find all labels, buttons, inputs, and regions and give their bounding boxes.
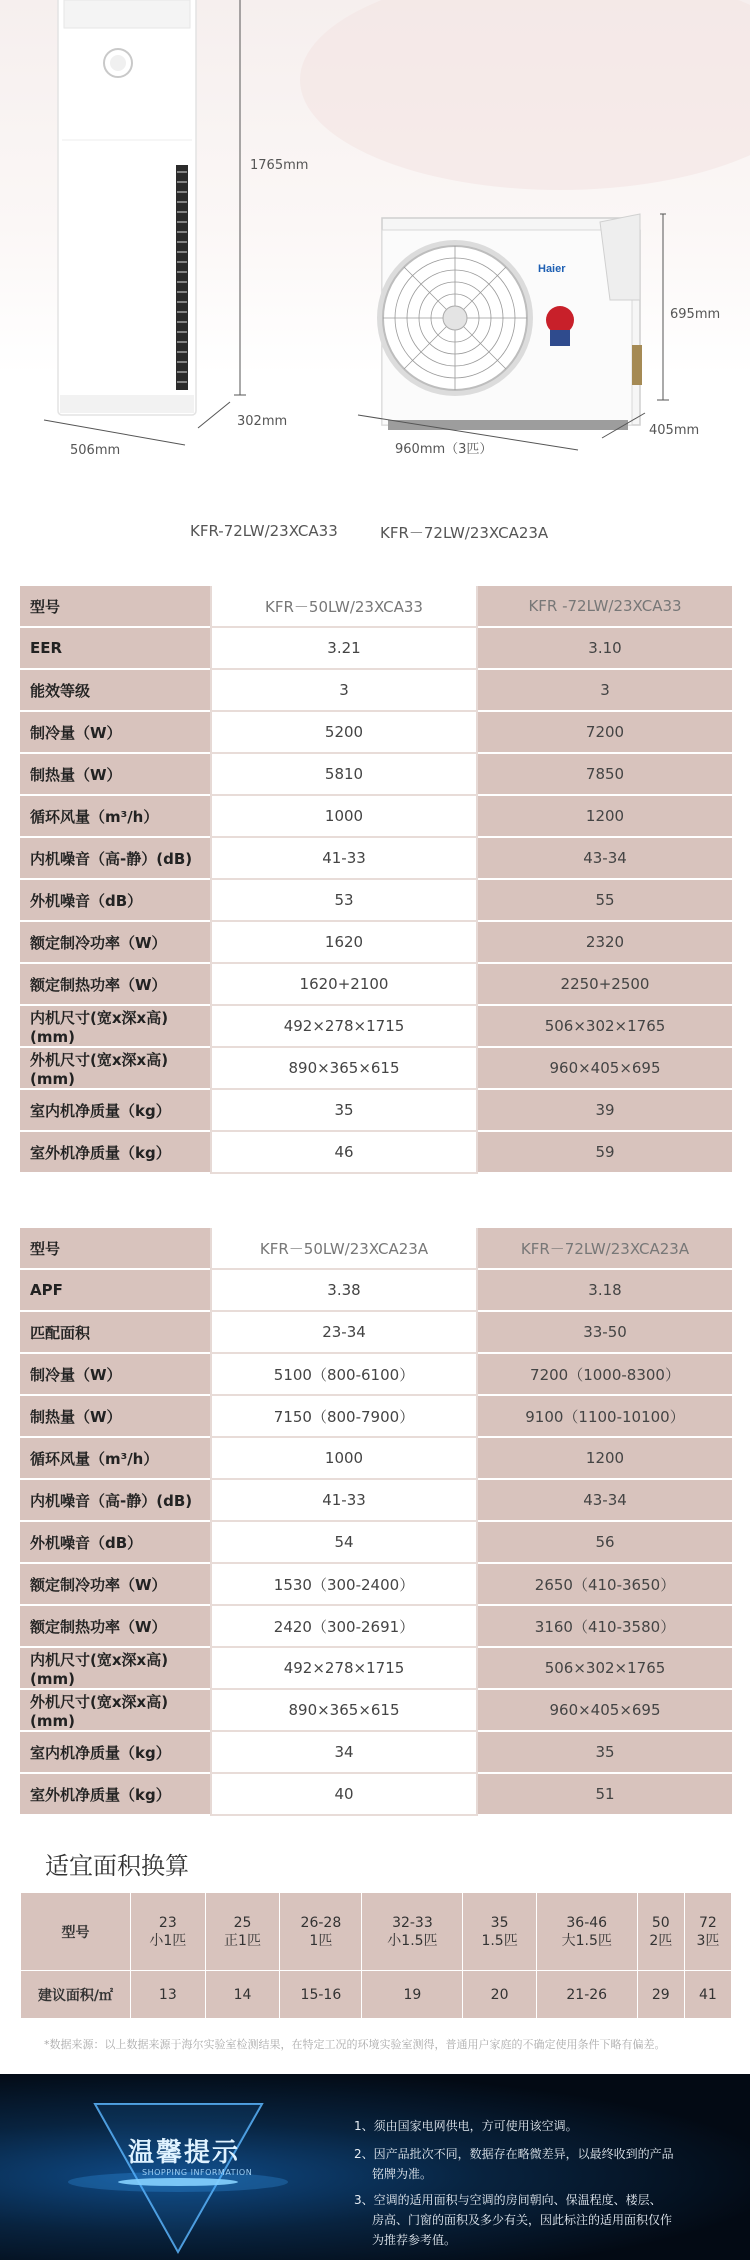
row-value-model-1: 492×278×1715	[210, 1006, 478, 1048]
table-row	[20, 628, 732, 670]
table-row	[20, 712, 732, 754]
table-row	[20, 922, 732, 964]
row-value-model-2: 3.18	[478, 1270, 732, 1312]
area-model-cell	[205, 1893, 280, 1971]
row-label: 额定制冷功率（W）	[20, 1564, 210, 1606]
row-label: 制热量（W）	[20, 754, 210, 796]
row-value-model-1: 3	[210, 670, 478, 712]
row-value-model-2: 7850	[478, 754, 732, 796]
row-value-model-1: 54	[210, 1522, 478, 1564]
unit-size: 23	[158, 1914, 177, 1931]
area-value-cell: 14	[205, 1971, 280, 2019]
row-label: 外机尺寸(宽x深x高)(mm)	[20, 1048, 210, 1090]
row-value-model-1: 492×278×1715	[210, 1648, 478, 1690]
row-label: 外机噪音（dB）	[20, 880, 210, 922]
table-row	[20, 1006, 732, 1048]
spec-table-xca23a	[20, 1228, 732, 1816]
outdoor-width-label: 960mm（3匹）	[395, 442, 493, 457]
area-header-cell: 建议面积/㎡	[21, 1971, 131, 2019]
row-value-model-2: 59	[478, 1132, 732, 1174]
area-value-cell: 29	[637, 1971, 684, 2019]
row-label: 内机噪音（高-静）(dB)	[20, 838, 210, 880]
row-value-model-2: 1200	[478, 1438, 732, 1480]
tip-item-3	[354, 2190, 684, 2250]
row-label: 额定制热功率（W）	[20, 964, 210, 1006]
row-value-model-1: 2420（300-2691）	[210, 1606, 478, 1648]
row-value-model-2: 7200（1000-8300）	[478, 1354, 732, 1396]
tip-line: 2、因产品批次不同，数据存在略微差异，以最终收到的产品	[354, 2147, 674, 2161]
table-row	[20, 838, 732, 880]
row-label: 内机尺寸(宽x深x高)(mm)	[20, 1006, 210, 1048]
table-row	[20, 1048, 732, 1090]
row-label: 循环风量（m³/h）	[20, 796, 210, 838]
tip-line: 1、须由国家电网供电，方可使用该空调。	[354, 2119, 578, 2133]
row-value-model-1: 1000	[210, 796, 478, 838]
horsepower: 1匹	[309, 1932, 333, 1949]
row-label: 额定制冷功率（W）	[20, 922, 210, 964]
area-model-cell	[280, 1893, 362, 1971]
area-model-cell	[536, 1893, 637, 1971]
row-value-model-2: 506×302×1765	[478, 1006, 732, 1048]
table-row	[20, 1732, 732, 1774]
horsepower: 大1.5匹	[561, 1932, 612, 1949]
tips-title: 温馨提示	[128, 2138, 241, 2168]
row-label: APF	[20, 1270, 210, 1312]
table-row	[20, 1270, 732, 1312]
table-row	[20, 1090, 732, 1132]
header-label: 型号	[20, 586, 210, 628]
row-value-model-2: 55	[478, 880, 732, 922]
horsepower: 小1匹	[149, 1932, 187, 1949]
header-label: 型号	[20, 1228, 210, 1270]
model-caption-left: KFR-72LW/23XCA33	[190, 522, 338, 540]
indoor-depth-label: 302mm	[237, 414, 288, 429]
row-value-model-2: 9100（1100-10100）	[478, 1396, 732, 1438]
header-model-1: KFR－50LW/23XCA23A	[210, 1228, 478, 1270]
row-value-model-2: 1200	[478, 796, 732, 838]
outdoor-unit-image	[377, 214, 642, 430]
table-row	[20, 1396, 732, 1438]
table-row	[20, 754, 732, 796]
area-value-cell: 21-26	[536, 1971, 637, 2019]
row-label: 额定制热功率（W）	[20, 1606, 210, 1648]
tips-banner	[0, 2074, 750, 2260]
row-label: 制冷量（W）	[20, 1354, 210, 1396]
row-value-model-1: 46	[210, 1132, 478, 1174]
unit-size: 25	[233, 1914, 252, 1931]
header-model-1: KFR－50LW/23XCA33	[210, 586, 478, 628]
row-value-model-1: 5200	[210, 712, 478, 754]
tip-line: 3、空调的适用面积与空调的房间朝向、保温程度、楼层、	[354, 2193, 662, 2207]
row-label: 外机尺寸(宽x深x高)(mm)	[20, 1690, 210, 1732]
tips-subtitle: SHOPPING INFORMATION	[142, 2168, 253, 2177]
row-value-model-2: 33-50	[478, 1312, 732, 1354]
row-value-model-1: 23-34	[210, 1312, 478, 1354]
row-label: 内机尺寸(宽x深x高)(mm)	[20, 1648, 210, 1690]
spec-table-xca33	[20, 586, 732, 1174]
row-value-model-1: 40	[210, 1774, 478, 1816]
row-value-model-1: 3.38	[210, 1270, 478, 1312]
table-row	[20, 964, 732, 1006]
haier-logo: Haier	[538, 263, 566, 275]
unit-size: 35	[490, 1914, 509, 1931]
area-value-cell: 20	[463, 1971, 536, 2019]
spec-table-body	[20, 1228, 732, 1816]
row-label: 室外机净质量（kg）	[20, 1132, 210, 1174]
row-value-model-1: 35	[210, 1090, 478, 1132]
row-label: 制冷量（W）	[20, 712, 210, 754]
row-label: 能效等级	[20, 670, 210, 712]
row-value-model-1: 5810	[210, 754, 478, 796]
horsepower: 1.5匹	[481, 1932, 518, 1949]
table-row	[20, 1564, 732, 1606]
row-value-model-2: 43-34	[478, 1480, 732, 1522]
row-value-model-2: 2650（410-3650）	[478, 1564, 732, 1606]
row-value-model-2: 3.10	[478, 628, 732, 670]
area-conversion-table	[20, 1892, 732, 2019]
row-value-model-2: 2250+2500	[478, 964, 732, 1006]
row-label: 匹配面积	[20, 1312, 210, 1354]
area-value-cell: 19	[362, 1971, 463, 2019]
area-model-cell	[131, 1893, 206, 1971]
area-model-cell	[463, 1893, 536, 1971]
unit-size: 32-33	[392, 1914, 433, 1931]
row-value-model-2: 7200	[478, 712, 732, 754]
row-label: 室外机净质量（kg）	[20, 1774, 210, 1816]
row-value-model-1: 41-33	[210, 1480, 478, 1522]
row-value-model-2: 51	[478, 1774, 732, 1816]
tip-line: 房高、门窗的面积及多少有关，因此标注的适用面积仅作	[372, 2213, 673, 2227]
table-row	[20, 1690, 732, 1732]
indoor-width-label: 506mm	[70, 443, 121, 458]
row-value-model-2: 43-34	[478, 838, 732, 880]
table-header-row	[20, 1228, 732, 1270]
tip-line: 为推荐参考值。	[372, 2233, 457, 2247]
row-value-model-1: 3.21	[210, 628, 478, 670]
area-value-cell: 41	[684, 1971, 731, 2019]
area-model-cell	[637, 1893, 684, 1971]
table-row	[20, 880, 732, 922]
row-label: 外机噪音（dB）	[20, 1522, 210, 1564]
row-value-model-1: 890×365×615	[210, 1048, 478, 1090]
row-value-model-2: 3160（410-3580）	[478, 1606, 732, 1648]
row-value-model-2: 960×405×695	[478, 1690, 732, 1732]
table-row	[20, 1522, 732, 1564]
table-row	[20, 1132, 732, 1174]
row-value-model-2: 56	[478, 1522, 732, 1564]
horsepower: 小1.5匹	[387, 1932, 438, 1949]
row-value-model-2: 2320	[478, 922, 732, 964]
outdoor-height-label: 695mm	[670, 307, 721, 322]
row-label: 室内机净质量（kg）	[20, 1090, 210, 1132]
indoor-height-label: 1765mm	[250, 158, 309, 173]
table-row	[20, 1480, 732, 1522]
row-label: 循环风量（m³/h）	[20, 1438, 210, 1480]
area-model-cell	[684, 1893, 731, 1971]
unit-size: 72	[699, 1914, 717, 1931]
model-header-cell: 型号	[21, 1893, 131, 1971]
header-model-2: KFR -72LW/23XCA33	[478, 586, 732, 628]
tip-item-2	[354, 2144, 684, 2184]
row-value-model-1: 41-33	[210, 838, 478, 880]
row-label: EER	[20, 628, 210, 670]
horsepower: 2匹	[649, 1932, 673, 1949]
unit-size: 36-46	[566, 1914, 608, 1931]
area-size-row	[21, 1971, 732, 2019]
product-image-area	[0, 0, 750, 500]
area-model-cell	[362, 1893, 463, 1971]
table-row	[20, 1606, 732, 1648]
area-model-row	[21, 1893, 732, 1971]
area-section-title: 适宜面积换算	[45, 1852, 189, 1880]
row-value-model-1: 7150（800-7900）	[210, 1396, 478, 1438]
tip-line: 铭牌为准。	[372, 2167, 433, 2181]
row-value-model-2: 3	[478, 670, 732, 712]
row-value-model-1: 1620	[210, 922, 478, 964]
row-value-model-1: 34	[210, 1732, 478, 1774]
row-value-model-1: 1620+2100	[210, 964, 478, 1006]
outdoor-depth-label: 405mm	[649, 423, 700, 438]
row-label: 内机噪音（高-静）(dB)	[20, 1480, 210, 1522]
unit-size: 26-28	[300, 1914, 342, 1931]
row-value-model-1: 5100（800-6100）	[210, 1354, 478, 1396]
row-value-model-1: 53	[210, 880, 478, 922]
row-value-model-2: 506×302×1765	[478, 1648, 732, 1690]
table-row	[20, 1774, 732, 1816]
area-value-cell: 13	[131, 1971, 206, 2019]
row-value-model-1: 1530（300-2400）	[210, 1564, 478, 1606]
tip-item-1	[354, 2116, 684, 2136]
row-value-model-2: 39	[478, 1090, 732, 1132]
row-value-model-1: 890×365×615	[210, 1690, 478, 1732]
horsepower: 正1匹	[224, 1932, 261, 1949]
table-row	[20, 796, 732, 838]
model-caption-right: KFR－72LW/23XCA23A	[380, 524, 549, 542]
table-row	[20, 670, 732, 712]
row-label: 室内机净质量（kg）	[20, 1732, 210, 1774]
table-header-row	[20, 586, 732, 628]
unit-size: 50	[651, 1914, 670, 1931]
table-row	[20, 1354, 732, 1396]
row-value-model-2: 35	[478, 1732, 732, 1774]
row-label: 制热量（W）	[20, 1396, 210, 1438]
area-value-cell: 15-16	[280, 1971, 362, 2019]
data-source-footnote: *数据来源：以上数据来源于海尔实验室检测结果，在特定工况的环境实验室测得，普通用户家庭的不确定使用条件下略有偏差。	[44, 2038, 666, 2051]
header-model-2: KFR－72LW/23XCA23A	[478, 1228, 732, 1270]
air-conditioner-illustration	[0, 0, 750, 500]
table-row	[20, 1312, 732, 1354]
indoor-unit-image	[58, 0, 196, 415]
table-row	[20, 1438, 732, 1480]
row-value-model-1: 1000	[210, 1438, 478, 1480]
table-row	[20, 1648, 732, 1690]
spec-table-body	[20, 586, 732, 1174]
horsepower: 3匹	[696, 1932, 720, 1949]
row-value-model-2: 960×405×695	[478, 1048, 732, 1090]
